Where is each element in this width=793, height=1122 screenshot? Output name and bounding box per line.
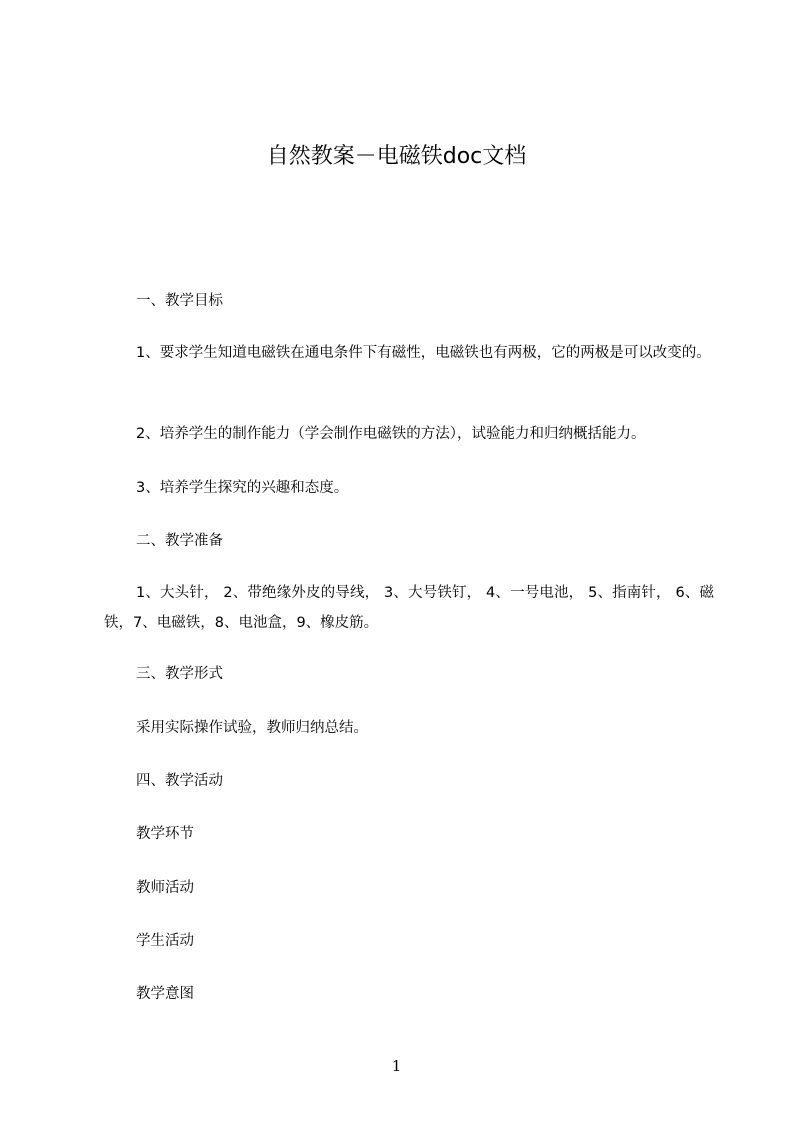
section-heading-activities: 四、教学活动 [136, 773, 223, 789]
page-number: 1 [391, 1057, 402, 1075]
materials-list: 1、大头针， 2、带绝缘外皮的导线， 3、大号铁钉， 4、一号电池， 5、指南针， 6、磁铁，7、电磁铁，8、电池盒，9、橡皮筋。 [104, 585, 714, 631]
activity-column-2: 教师活动 [136, 880, 194, 896]
objective-item-2: 2、培养学生的制作能力（学会制作电磁铁的方法），试验能力和归纳概括能力。 [136, 426, 646, 442]
section-heading-preparation: 二、教学准备 [136, 533, 223, 549]
document-title: 自然教案－电磁铁doc文档 [266, 144, 527, 169]
section-heading-objectives: 一、教学目标 [136, 293, 223, 309]
objective-item-1: 1、要求学生知道电磁铁在通电条件下有磁性，电磁铁也有两极，它的两极是可以改变的。 [136, 345, 711, 361]
objective-item-3: 3、培养学生探究的兴趣和态度。 [136, 480, 349, 496]
format-text: 采用实际操作试验，教师归纳总结。 [136, 720, 368, 736]
activity-column-4: 教学意图 [136, 986, 194, 1002]
activity-column-1: 教学环节 [136, 826, 194, 842]
section-heading-format: 三、教学形式 [136, 666, 223, 682]
activity-column-3: 学生活动 [136, 933, 194, 949]
